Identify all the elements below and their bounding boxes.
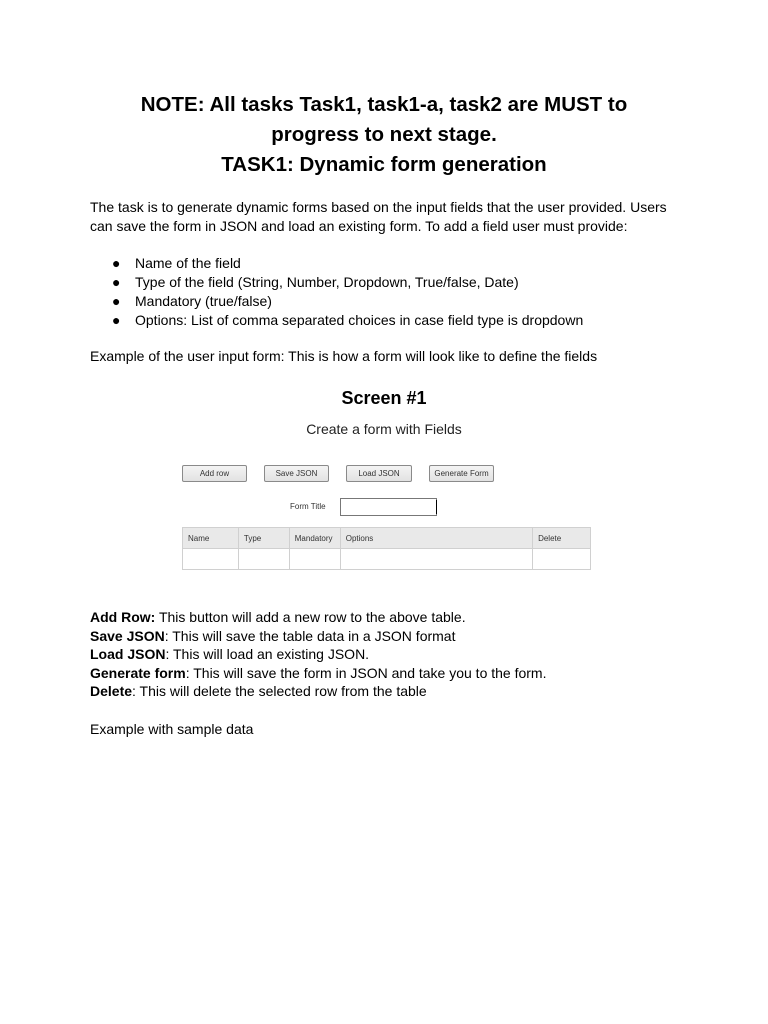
description-text: : This will save the table data in a JSON format — [164, 627, 456, 644]
save-json-button[interactable]: Save JSON — [264, 465, 329, 482]
description-term: Add Row: — [90, 609, 156, 625]
column-header-name: Name — [183, 528, 239, 549]
screen-heading: Screen #1 — [341, 388, 427, 408]
form-title-label: Form Title — [290, 502, 326, 511]
description-text: : This will load an existing JSON. — [165, 646, 370, 663]
list-item-text: Name of the field — [135, 255, 241, 271]
field-requirements-list — [90, 254, 583, 330]
fields-table — [182, 527, 591, 570]
form-title-input[interactable] — [340, 498, 437, 516]
example-sample-text: Example with sample data — [90, 721, 254, 737]
description-load-json — [90, 645, 546, 664]
generate-form-button[interactable]: Generate Form — [429, 465, 494, 482]
column-header-mandatory: Mandatory — [289, 528, 340, 549]
list-item — [90, 273, 583, 292]
list-item-text: Options: List of comma separated choices in case field type is dropdown — [135, 312, 584, 328]
column-header-delete: Delete — [533, 528, 591, 549]
example-intro-text: Example of the user input form: This is how a form will look like to define the fields — [90, 348, 598, 364]
description-text: : This will save the form in JSON and take you to the form. — [185, 664, 547, 681]
table-cell[interactable] — [340, 549, 532, 570]
column-header-type: Type — [238, 528, 289, 549]
table-cell[interactable] — [183, 549, 239, 570]
table-header-row — [183, 528, 591, 549]
description-add-row — [90, 608, 546, 627]
description-term: Delete — [90, 683, 133, 700]
list-item-text: Mandatory (true/false) — [135, 293, 272, 309]
text-cursor — [436, 500, 437, 514]
table-cell[interactable] — [238, 549, 289, 570]
table-cell[interactable] — [289, 549, 340, 570]
table-row — [183, 549, 591, 570]
description-delete — [90, 682, 546, 701]
title-line-1: NOTE: All tasks Task1, task1-a, task2 are MUST to — [140, 93, 628, 116]
mock-form-title: Create a form with Fields — [306, 421, 462, 437]
description-text: : This will delete the selected row from the table — [132, 683, 427, 700]
intro-paragraph: The task is to generate dynamic forms based on the input fields that the user provided. Users can save the form in JSON and load an existing form. To add a field user must provide: — [90, 199, 667, 234]
title-line-3: TASK1: Dynamic form generation — [221, 153, 547, 176]
bullet-icon: ● — [112, 274, 121, 290]
list-item — [90, 311, 583, 330]
table-cell[interactable] — [533, 549, 591, 570]
add-row-button[interactable]: Add row — [182, 465, 247, 482]
description-generate-form — [90, 664, 546, 683]
description-save-json — [90, 627, 546, 646]
description-term: Generate form — [90, 664, 186, 681]
bullet-icon: ● — [112, 293, 121, 309]
list-item-text: Type of the field (String, Number, Dropdown, True/false, Date) — [135, 274, 519, 290]
title-line-2: progress to next stage. — [271, 123, 497, 146]
description-term: Load JSON — [90, 646, 166, 663]
bullet-icon: ● — [112, 312, 121, 328]
list-item — [90, 292, 583, 311]
column-header-options: Options — [340, 528, 532, 549]
description-term: Save JSON — [90, 627, 165, 644]
load-json-button[interactable]: Load JSON — [346, 465, 412, 482]
button-descriptions — [90, 608, 546, 701]
bullet-icon: ● — [112, 255, 121, 271]
list-item — [90, 254, 583, 273]
page-title — [80, 90, 688, 180]
description-text: This button will add a new row to the above table. — [155, 609, 466, 625]
